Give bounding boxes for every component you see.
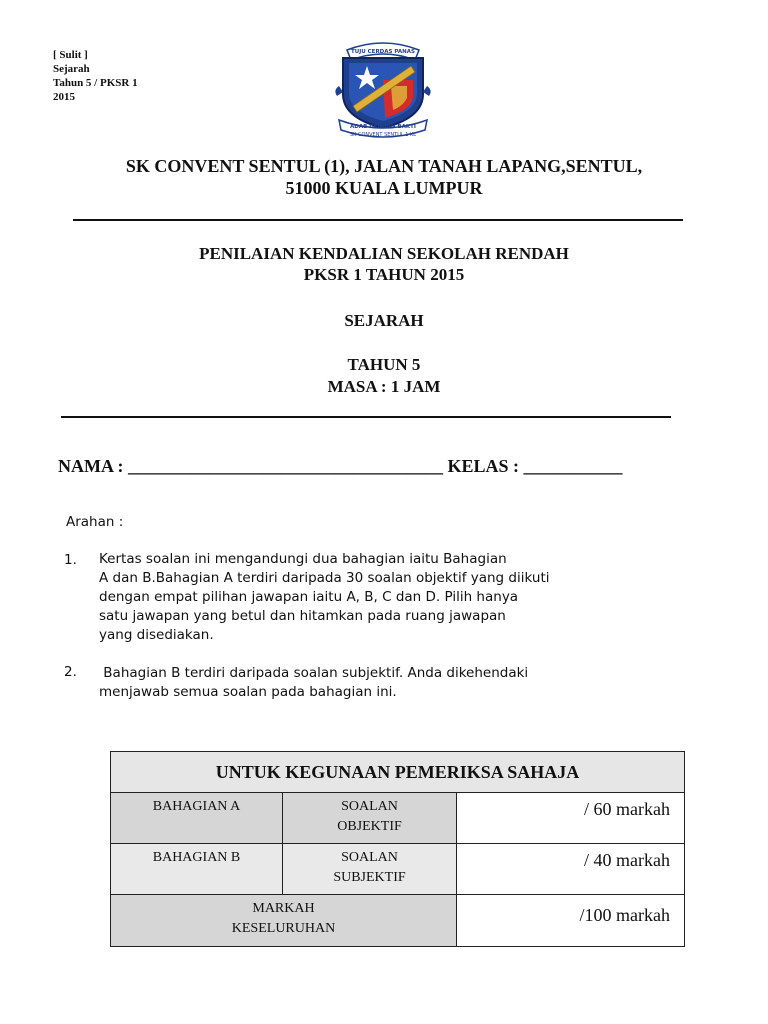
crest-ribbon: SK CONVENT SENTUL 1 KL <box>349 132 417 138</box>
student-info-line <box>58 456 623 477</box>
school-address-line2: 51000 KUALA LUMPUR <box>285 178 483 198</box>
crest-motto-bottom: ADAB DENGAN BAKTI <box>350 124 416 130</box>
instruction-line: Bahagian B terdiri daripada soalan subjektif. Anda dikehendaki <box>99 665 529 681</box>
divider <box>73 219 683 221</box>
divider <box>61 416 671 418</box>
section-cell: BAHAGIAN A <box>111 793 283 844</box>
instruction-line: A dan B.Bahagian A terdiri daripada 30 soalan objektif yang diikuti <box>99 570 550 586</box>
exam-title-line2: PKSR 1 TAHUN 2015 <box>303 265 465 284</box>
exam-year-time <box>0 354 768 398</box>
exam-title-line1: PENILAIAN KENDALIAN SEKOLAH RENDAH <box>199 244 569 263</box>
question-type-line2: OBJEKTIF <box>337 819 402 834</box>
corner-label <box>53 48 138 104</box>
year-label: 2015 <box>53 91 75 103</box>
instruction-number: 2. <box>64 664 77 680</box>
question-type-line2: SUBJEKTIF <box>333 870 406 885</box>
subject-label: Sejarah <box>53 63 90 75</box>
instruction-line: Kertas soalan ini mengandungi dua bahagian iaitu Bahagian <box>99 551 507 567</box>
school-crest-icon <box>333 36 433 140</box>
exam-year: TAHUN 5 <box>347 355 421 374</box>
marks-cell[interactable]: / 40 markah <box>457 844 685 895</box>
paper-code-label: Tahun 5 / PKSR 1 <box>53 77 138 89</box>
instructions-heading: Arahan : <box>66 514 124 530</box>
total-label-line1: MARKAH <box>252 901 315 916</box>
total-marks-cell[interactable]: /100 markah <box>457 895 685 947</box>
total-row <box>111 895 685 947</box>
section-cell: BAHAGIAN B <box>111 844 283 895</box>
instruction-text <box>99 664 528 702</box>
exam-duration: MASA : 1 JAM <box>327 377 441 396</box>
table-header: UNTUK KEGUNAAN PEMERIKSA SAHAJA <box>111 752 685 793</box>
instruction-line: satu jawapan yang betul dan hitamkan pada ruang jawapan <box>99 608 506 624</box>
class-label: KELAS : <box>447 456 520 476</box>
exam-subject: SEJARAH <box>344 311 424 330</box>
class-field[interactable]: ___________ <box>523 456 623 476</box>
instruction-line: yang disediakan. <box>99 627 214 643</box>
table-row <box>111 844 685 895</box>
total-label-line2: KESELURUHAN <box>231 921 336 936</box>
question-type-line1: SOALAN <box>341 799 398 814</box>
total-label-cell <box>111 895 457 947</box>
table-row <box>111 793 685 844</box>
name-label: NAMA : <box>58 456 124 476</box>
exam-title <box>0 243 768 285</box>
question-type-cell <box>283 793 457 844</box>
instruction-number: 1. <box>64 552 77 568</box>
school-address-line1: SK CONVENT SENTUL (1), JALAN TANAH LAPANG,SENTUL, <box>125 156 643 176</box>
instruction-line: menjawab semua soalan pada bahagian ini. <box>99 684 397 700</box>
name-field[interactable]: ___________________________________ <box>128 456 443 476</box>
instruction-line: dengan empat pilihan jawapan iaitu A, B, C dan D. Pilih hanya <box>99 589 519 605</box>
question-type-cell <box>283 844 457 895</box>
marks-cell[interactable]: / 60 markah <box>457 793 685 844</box>
school-name <box>0 155 768 199</box>
instruction-text <box>99 550 550 645</box>
question-type-line1: SOALAN <box>341 850 398 865</box>
confidential-label: [ Sulit ] <box>53 49 88 61</box>
examiner-marks-table <box>110 751 685 947</box>
crest-motto-top: TUJU CERDAS PANAS <box>351 49 415 55</box>
